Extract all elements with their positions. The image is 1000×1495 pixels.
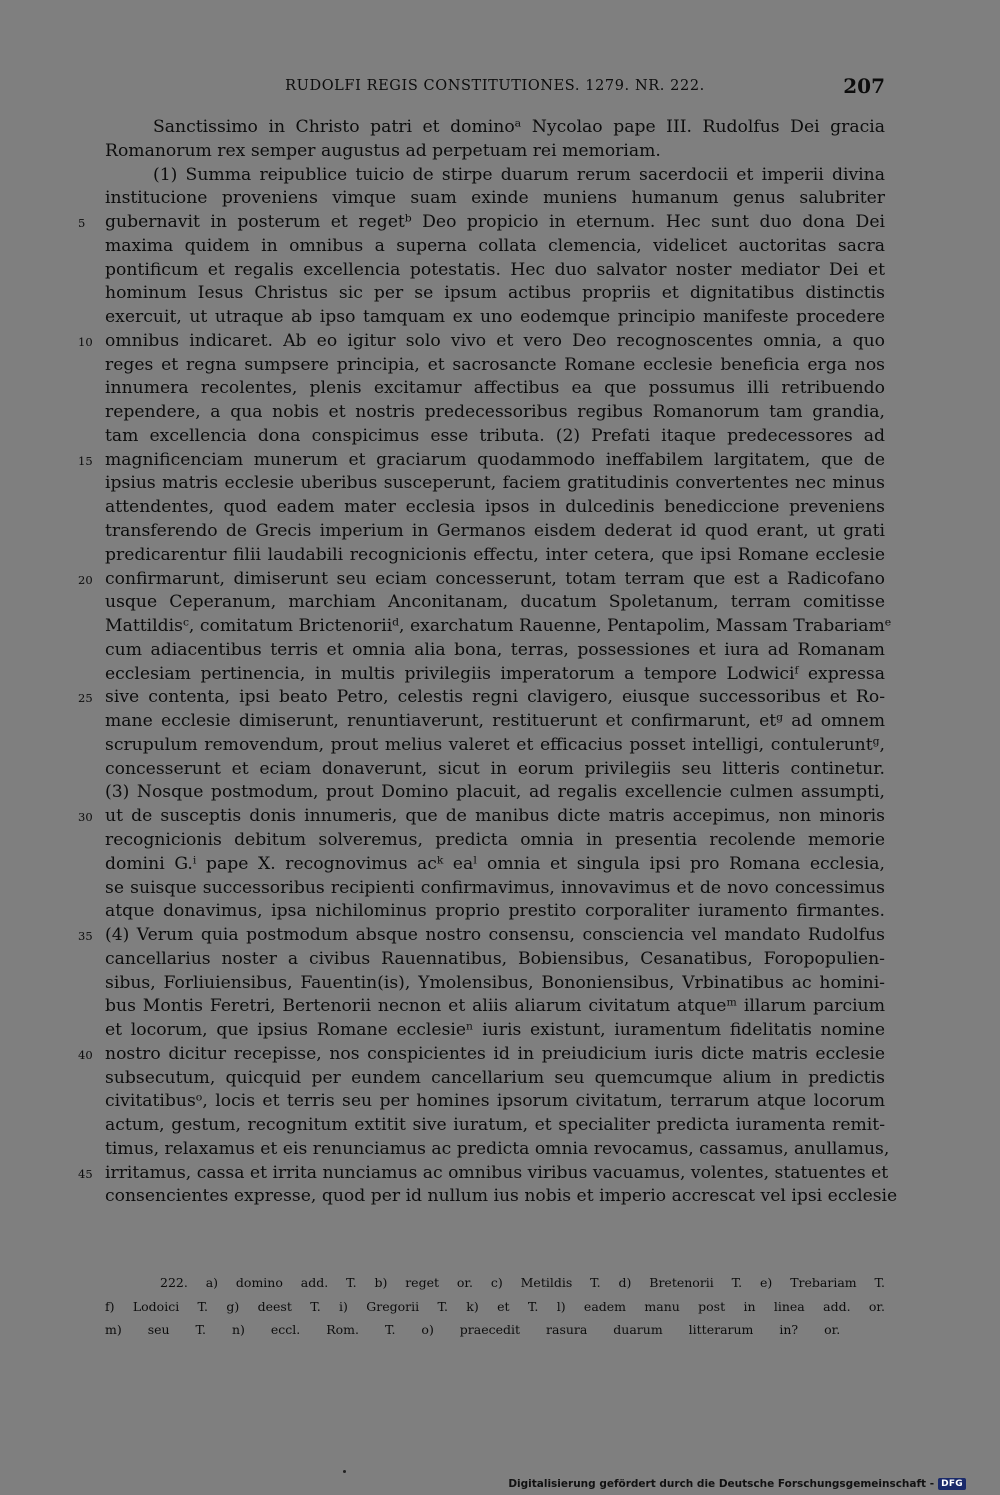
line-text: maxima quidem in omnibus a superna collata clemencia, videlicet auctoritas sacra bbox=[105, 235, 885, 256]
text-line bbox=[78, 1043, 885, 1067]
text-line bbox=[105, 472, 885, 496]
line-text: domini G.ⁱ pape X. recognovimus acᵏ eaˡ omnia et singula ipsi pro Romana ecclesia, bbox=[105, 853, 885, 874]
text-line bbox=[105, 1067, 885, 1091]
text-line bbox=[105, 259, 885, 283]
text-line bbox=[78, 568, 885, 592]
line-text: exercuit, ut utraque ab ipso tamquam ex uno eodemque principio manifeste procedere bbox=[105, 307, 885, 328]
line-text: gubernavit in posterum et regetᵇ Deo propicio in eternum. Hec sunt duo dona Dei bbox=[105, 212, 885, 233]
text-line bbox=[105, 282, 885, 306]
line-text: (1) Summa reipublice tuicio de stirpe duarum rerum sacerdocii et imperii divina bbox=[153, 164, 885, 185]
line-number: 35 bbox=[78, 929, 93, 944]
text-line bbox=[105, 401, 885, 425]
text-line bbox=[105, 425, 885, 449]
line-text: atque donavimus, ipsa nichilominus proprio prestito corporaliter iuramento firmantes. bbox=[105, 901, 885, 922]
line-text: reges et regna sumpsere principia, et sacrosancte Romane ecclesie beneficia erga nos bbox=[105, 354, 885, 375]
line-text: se suisque successoribus recipienti confirmavimus, innovavimus et de novo concessimus bbox=[105, 877, 885, 898]
line-text: nostro dicitur recepisse, nos conspicientes id in preiudicium iuris dicte matris ecclesie bbox=[105, 1043, 885, 1064]
line-text: cum adiacentibus terris et omnia alia bona, terras, possessiones et iura ad Romanam bbox=[105, 639, 885, 660]
line-text: innumera recolentes, plenis excitamur affectibus ea que possumus illi retribuendo bbox=[105, 378, 885, 399]
text-line bbox=[105, 995, 885, 1019]
line-text: consencientes expresse, quod per id nullum ius nobis et imperio accrescat vel ipsi ecclesie bbox=[105, 1186, 898, 1207]
line-number: 30 bbox=[78, 810, 93, 825]
line-number: 20 bbox=[78, 572, 93, 587]
text-line bbox=[105, 354, 885, 378]
text-line bbox=[105, 306, 885, 330]
text-line bbox=[105, 1138, 890, 1162]
text-line bbox=[105, 900, 885, 924]
line-text: actum, gestum, recognitum extitit sive iuratum, et specialiter predicta iuramenta remit- bbox=[105, 1115, 885, 1136]
text-line bbox=[78, 211, 885, 235]
line-text: omnibus indicaret. Ab eo igitur solo vivo et vero Deo recognoscentes omnia, a quo bbox=[105, 330, 885, 351]
text-line bbox=[105, 187, 885, 211]
line-text: irritamus, cassa et irrita nunciamus ac omnibus viribus vacuamus, volentes, statuentes et bbox=[105, 1162, 889, 1183]
text-line bbox=[105, 591, 885, 615]
text-line bbox=[105, 496, 885, 520]
text-line bbox=[78, 805, 885, 829]
text-line bbox=[105, 781, 885, 805]
line-text: magnificenciam munerum et graciarum quodammodo ineffabilem largitatem, que de bbox=[105, 449, 885, 470]
line-text: civitatibusᵒ, locis et terris seu per homines ipsorum civitatum, terrarum atque locorum bbox=[105, 1091, 885, 1112]
text-line bbox=[78, 1162, 889, 1186]
line-text: Sanctissimo in Christo patri et dominoᵃ Nycolao pape III. Rudolfus Dei gracia bbox=[153, 117, 885, 137]
dfg-logo: DFG bbox=[938, 1478, 966, 1490]
line-text: timus, relaxamus et eis renunciamus ac predicta omnia revocamus, cassamus, anullamus, bbox=[105, 1138, 890, 1159]
text-line bbox=[78, 449, 885, 473]
running-title: RUDOLFI REGIS CONSTITUTIONES. 1279. NR. 222. bbox=[285, 78, 705, 94]
text-line bbox=[105, 1019, 885, 1043]
line-text: attendentes, quod eadem mater ecclesia ipsos in dulcedinis benediccione preveniens bbox=[105, 497, 885, 518]
line-text: bus Montis Feretri, Bertenorii necnon et aliis aliarum civitatum atqueᵐ illarum parcium bbox=[105, 996, 885, 1017]
line-text: Mattildisᶜ, comitatum Brictenoriiᵈ, exarchatum Rauenne, Pentapolim, Massam Trabariamᵉ bbox=[105, 616, 892, 637]
footnote-line: 222. a) domino add. T. b) reget or. c) Metildis T. d) Bretenorii T. e) Trebariam T. bbox=[160, 1275, 885, 1290]
footnotes bbox=[105, 1271, 885, 1342]
line-text: hominum Iesus Christus sic per se ipsum actibus propriis et dignitatibus distinctis bbox=[105, 283, 885, 304]
line-text: institucione proveniens vimque suam exinde muniens humanum genus salubriter bbox=[105, 188, 885, 209]
line-text: concesserunt et eciam donaverunt, sicut in eorum privilegiis seu litteris continetur. bbox=[105, 758, 885, 779]
line-text: ecclesiam pertinencia, in multis privilegiis imperatorum a tempore Lodwiciᶠ expressa bbox=[105, 663, 885, 684]
line-text: sive contenta, ipsi beato Petro, celestis regni clavigero, eiusque successoribus et Ro- bbox=[105, 687, 885, 708]
document-body bbox=[78, 116, 898, 1209]
text-line bbox=[105, 1090, 885, 1114]
text-line bbox=[105, 140, 885, 164]
text-line bbox=[105, 116, 885, 140]
line-number: 15 bbox=[78, 453, 93, 468]
line-text: subsecutum, quicquid per eundem cancellarium seu quemcumque alium in predictis bbox=[105, 1067, 885, 1088]
line-text: usque Ceperanum, marchiam Anconitanam, ducatum Spoletanum, terram comitisse bbox=[105, 592, 885, 613]
text-line bbox=[105, 639, 885, 663]
text-line bbox=[105, 1185, 898, 1209]
text-line bbox=[105, 1114, 885, 1138]
text-line bbox=[105, 544, 885, 568]
line-text: tam excellencia dona conspicimus esse tributa. (2) Prefati itaque predecessores ad bbox=[105, 425, 885, 446]
text-line bbox=[105, 615, 892, 639]
page-mark bbox=[343, 1470, 346, 1473]
line-text: mane ecclesie dimiserunt, renuntiaverunt, restituerunt et confirmarunt, etᵍ ad omnem bbox=[105, 711, 885, 732]
line-number: 25 bbox=[78, 691, 93, 706]
footnote-line: m) seu T. n) eccl. Rom. T. o) praecedit rasura duarum litterarum in? or. bbox=[105, 1322, 841, 1337]
line-text: scrupulum removendum, prout melius valeret et efficacius posset intelligi, contuleruntᵍ, bbox=[105, 734, 885, 755]
line-text: rependere, a qua nobis et nostris predecessoribus regibus Romanorum tam grandia, bbox=[105, 402, 885, 423]
line-text: (3) Nosque postmodum, prout Domino placuit, ad regalis excellencie culmen assumpti, bbox=[105, 782, 885, 803]
text-line bbox=[105, 164, 885, 188]
line-text: (4) Verum quia postmodum absque nostro consensu, consciencia vel mandato Rudolfus bbox=[105, 925, 885, 946]
line-text: sibus, Forliuiensibus, Fauentin(is), Ymolensibus, Bononiensibus, Vrbinatibus ac homini- bbox=[105, 972, 885, 993]
text-line bbox=[105, 663, 885, 687]
line-text: predicarentur filii laudabili recognicionis effectu, inter cetera, que ipsi Romane ecclesie bbox=[105, 544, 885, 565]
page-number: 207 bbox=[843, 74, 885, 98]
text-line bbox=[105, 520, 885, 544]
line-text: recognicionis debitum solveremus, predicta omnia in presentia recolende memorie bbox=[105, 829, 885, 850]
text-line bbox=[105, 758, 885, 782]
line-text: ipsius matris ecclesie uberibus susceperunt, faciem gratitudinis convertentes nec minus bbox=[105, 473, 885, 494]
line-number: 10 bbox=[78, 334, 93, 349]
line-text: Romanorum rex semper augustus ad perpetuam rei memoriam. bbox=[105, 140, 661, 161]
line-text: cancellarius noster a civibus Rauennatibus, Bobiensibus, Cesanatibus, Foropopulien- bbox=[105, 948, 885, 969]
line-number: 40 bbox=[78, 1047, 93, 1062]
line-text: transferendo de Grecis imperium in Germanos eisdem dederat id quod erant, ut grati bbox=[105, 521, 885, 542]
text-line bbox=[78, 924, 885, 948]
text-line bbox=[78, 330, 885, 354]
text-line bbox=[105, 734, 885, 758]
text-line bbox=[105, 829, 885, 853]
line-text: ut de susceptis donis innumeris, que de manibus dicte matris accepimus, non minoris bbox=[105, 806, 885, 827]
text-line bbox=[105, 377, 885, 401]
line-text: pontificum et regalis excellencia potestatis. Hec duo salvator noster mediator Dei et bbox=[105, 259, 885, 280]
page-header bbox=[105, 74, 885, 104]
line-text: confirmarunt, dimiserunt seu eciam concesserunt, totam terram que est a Radicofano bbox=[105, 568, 885, 589]
text-line bbox=[105, 972, 885, 996]
text-line bbox=[105, 235, 885, 259]
footnote-line: f) Lodoici T. g) deest T. i) Gregorii T. k) et T. l) eadem manu post in linea add. or. bbox=[105, 1298, 885, 1314]
text-line bbox=[105, 948, 885, 972]
line-text: et locorum, que ipsius Romane ecclesieⁿ iuris existunt, iuramentum fidelitatis nomine bbox=[105, 1020, 885, 1041]
credit-text: Digitalisierung gefördert durch die Deutsche Forschungsgemeinschaft - bbox=[508, 1478, 935, 1490]
text-line bbox=[78, 686, 885, 710]
line-number: 45 bbox=[78, 1166, 93, 1181]
line-number: 5 bbox=[78, 216, 86, 231]
text-line bbox=[105, 877, 885, 901]
text-line bbox=[105, 853, 885, 877]
digitization-credit bbox=[508, 1476, 966, 1492]
text-line bbox=[105, 710, 885, 734]
